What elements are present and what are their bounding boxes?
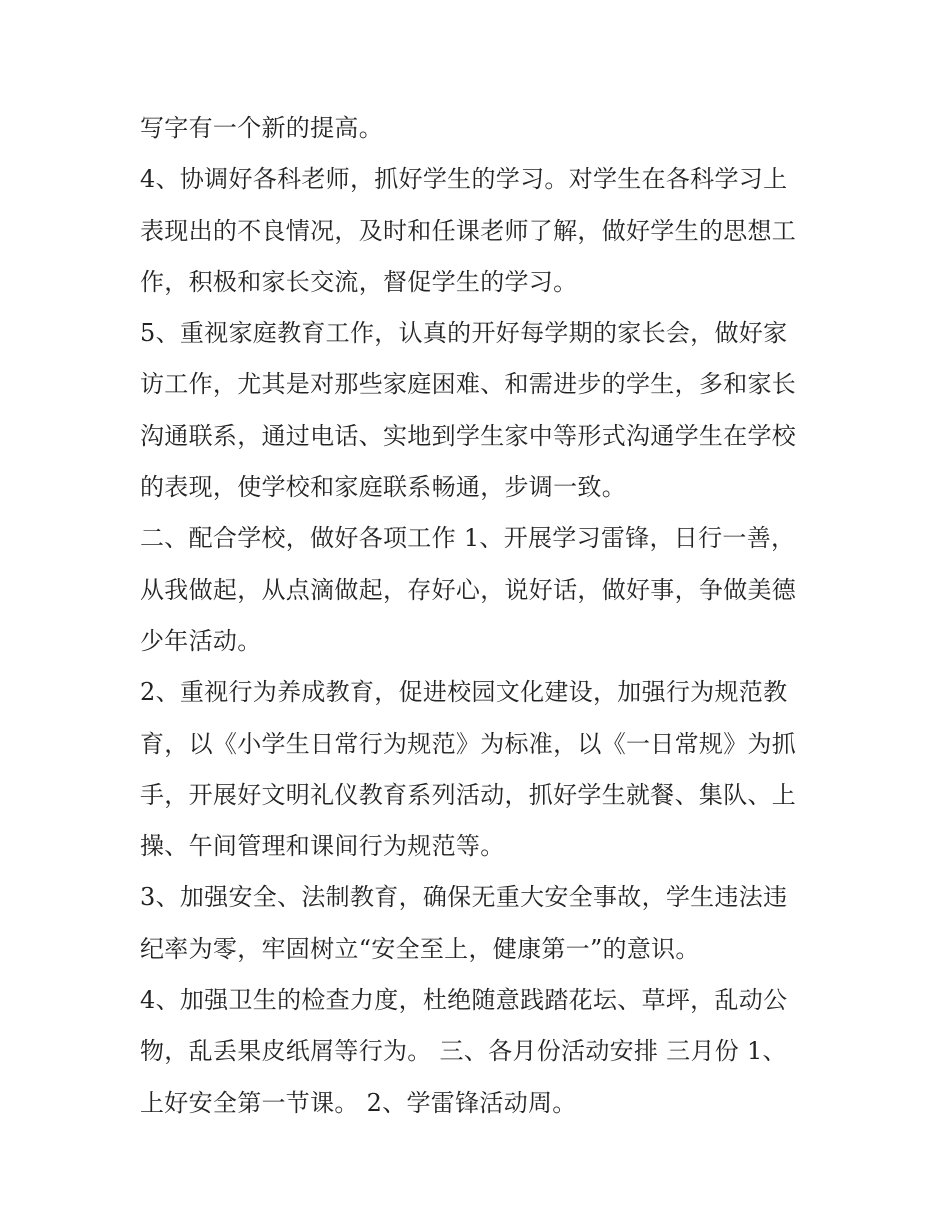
text-line: 3、加强安全、法制教育，确保无重大安全事故，学生违法违: [140, 883, 788, 912]
text-line: 2、重视行为养成教育，促进校园文化建设，加强行为规范教: [140, 678, 788, 707]
text-line: 操、午间管理和课间行为规范等。: [140, 832, 505, 861]
text-line: 5、重视家庭教育工作，认真的开好每学期的家长会，做好家: [140, 319, 788, 348]
text-line: 手，开展好文明礼仪教育系列活动，抓好学生就餐、集队、上: [140, 780, 797, 809]
text-line: 沟通联系，通过电话、实地到学生家中等形式沟通学生在学校: [140, 421, 797, 450]
text-line: 表现出的不良情况，及时和任课老师了解，做好学生的思想工: [140, 216, 797, 245]
text-line: 访工作，尤其是对那些家庭困难、和需进步的学生，多和家长: [140, 370, 797, 399]
text-line: 少年活动。: [140, 626, 262, 655]
text-line: 育，以《小学生日常行为规范》为标准，以《一日常规》为抓: [140, 729, 797, 758]
text-line: 作，积极和家长交流，督促学生的学习。: [140, 267, 578, 296]
text-line: 物，乱丢果皮纸屑等行为。 三、各月份活动安排 三月份 1、: [140, 1037, 787, 1066]
document-body: [140, 103, 820, 1129]
text-line: 二、配合学校，做好各项工作 1、开展学习雷锋，日行一善，: [140, 524, 796, 553]
text-line: 纪率为零，牢固树立“安全至上，健康第一”的意识。: [140, 934, 700, 963]
text-line: 4、协调好各科老师，抓好学生的学习。对学生在各科学习上: [140, 165, 788, 194]
text-line: 从我做起，从点滴做起，存好心，说好话，做好事，争做美德: [140, 575, 797, 604]
text-line: 的表现，使学校和家庭联系畅通，步调一致。: [140, 473, 626, 502]
text-line: 上好安全第一节课。 2、学雷锋活动周。: [140, 1088, 577, 1117]
text-line: 写字有一个新的提高。: [140, 114, 383, 142]
text-line: 4、加强卫生的检查力度，杜绝随意践踏花坛、草坪，乱动公: [140, 986, 788, 1015]
